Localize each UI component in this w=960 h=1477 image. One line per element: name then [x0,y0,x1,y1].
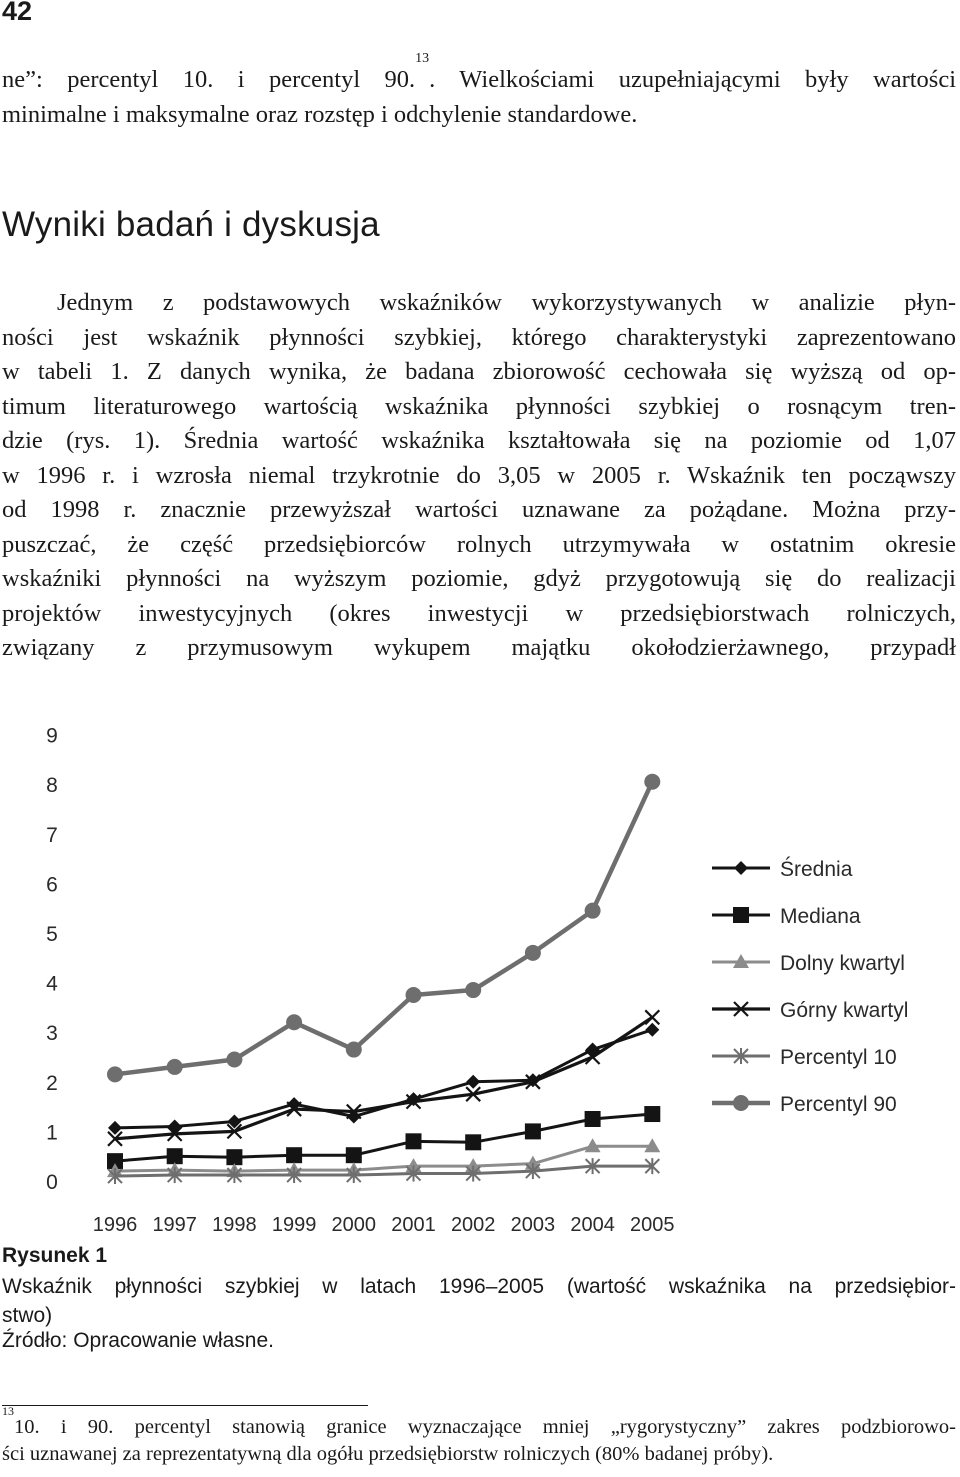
data-point [645,1023,659,1037]
legend-entry [712,1093,897,1116]
body-line: od 1998 r. znacznie przewyższał wartości uznawane za pożądane. Można przy- [2,496,956,523]
data-point [644,774,660,790]
data-point [168,1119,182,1133]
series-mediana [107,1106,660,1169]
legend-label: Górny kwartyl [780,999,909,1022]
data-point [644,1106,660,1122]
figure-source: Źródło: Opracowanie własne. [2,1329,274,1352]
x-tick-label: 2000 [331,1214,377,1236]
data-point [466,1075,480,1089]
x-tick-label: 1996 [92,1214,138,1236]
liquidity-line-chart [0,712,960,1242]
data-point [167,1148,183,1164]
data-point [286,1147,302,1163]
body-line: dzie (rys. 1). Średnia wartość wskaźnika kształtowała się na poziomie od 1,07 [2,427,956,454]
y-tick-label: 0 [46,1171,58,1194]
figure-caption-line-2: stwo) [2,1304,53,1327]
series-srednia [108,1023,659,1135]
legend-marker [734,861,748,875]
data-point [226,1149,242,1165]
x-tick-label: 2004 [570,1214,615,1236]
series-line [115,1017,652,1139]
legend-entry [712,857,853,881]
x-tick-label: 1997 [152,1214,197,1236]
y-tick-label: 7 [46,823,58,847]
y-tick-label: 4 [46,972,58,996]
intro-text-a: ne”: percentyl 10. i percentyl 90. [2,66,416,93]
data-point [167,1059,183,1075]
body-paragraph [2,286,956,666]
data-point [107,1066,123,1082]
legend-entry [712,1046,897,1069]
x-tick-label: 2001 [391,1214,436,1236]
data-point [525,1123,541,1139]
data-point [525,945,541,961]
page-number: 42 [2,0,33,26]
series-line [115,782,652,1075]
footnote-line-2: ści uznawanej za reprezentatywną dla ogółu przedsiębiorstw rolniczych (80% badanej próby). [2,1443,774,1465]
series-line [115,1030,652,1128]
body-line: timum literaturowego wartością wskaźnika płynności szybkiej o rosnącym tren- [2,392,956,420]
legend-label: Percentyl 90 [780,1093,897,1116]
legend-entry [712,905,861,928]
body-line: w tabeli 1. Z danych wynika, że badana zbiorowość cechowała się wyższą od op- [2,358,956,385]
data-point [465,982,481,998]
figure-label: Rysunek 1 [2,1244,108,1267]
y-tick-label: 2 [46,1071,58,1095]
intro-line-2: minimalne i maksymalne oraz rozstęp i odchylenie standardowe. [2,100,638,128]
footnote-divider [2,1405,368,1406]
body-line: związany z przymusowym wykupem majątku okołodzierżawnego, przypadł [2,634,956,661]
data-point [286,1014,302,1030]
figure-caption [2,1272,956,1330]
legend-marker [733,1095,749,1111]
data-point [346,1147,362,1163]
y-tick-label: 6 [46,873,58,897]
body-line: w 1996 r. i wzrosła niemal trzykrotnie do 3,05 w 2005 r. Wskaźnik ten począwszy [2,461,956,489]
y-tick-label: 9 [46,724,58,748]
body-line: ności jest wskaźnik płynności szybkiej, którego charakterystyki zaprezentowano [2,323,956,351]
y-tick-label: 1 [46,1121,58,1145]
x-tick-label: 2003 [510,1214,556,1236]
x-tick-label: 1998 [212,1214,257,1236]
x-tick-label: 2002 [450,1214,496,1236]
legend-entry [712,999,908,1022]
legend-label: Mediana [780,905,861,928]
footnote-text-1: 10. i 90. percentyl stanowią granice wyznaczające mniej „rygorystyczny” zakres podzbiorowo- [14,1416,956,1438]
y-tick-label: 8 [46,774,58,798]
intro-paragraph [2,51,957,132]
y-tick-label: 3 [46,1022,58,1046]
data-point [645,1010,659,1024]
section-title: Wyniki badań i dyskusja [2,205,380,244]
footnote-line-1 [2,1404,956,1441]
data-point [226,1051,242,1067]
x-tick-label: 2005 [630,1214,675,1236]
intro-line-1 [2,51,957,98]
legend-label: Dolny kwartyl [780,952,905,975]
data-point [585,903,601,919]
footnote [2,1404,956,1468]
figure-caption-line-1: Wskaźnik płynności szybkiej w latach 1996–2005 (wartość wskaźnika na przedsiębior- [2,1275,956,1298]
footnote-number: 13 [2,1404,14,1418]
series-percentyl-90 [107,774,660,1083]
body-line: projektów inwestycyjnych (okres inwestycji w przedsiębiorstwach rolniczych, [2,599,956,627]
legend-label: Percentyl 10 [780,1046,897,1069]
body-line: Jednym z podstawowych wskaźników wykorzystywanych w analizie płyn- [57,289,956,316]
data-point [406,1133,422,1149]
legend-marker [733,907,749,923]
data-point [406,987,422,1003]
x-tick-label: 1999 [271,1214,317,1236]
legend-label: Średnia [780,858,853,881]
series-line [115,1114,652,1161]
footnote-ref: 13 [415,51,430,66]
y-tick-label: 5 [46,923,58,946]
intro-text-b: . Wielkościami uzupełniającymi były wartości [429,66,957,93]
body-line: puszczać, że część przedsiębiorców rolnych utrzymywała w ostatnim okresie [2,530,956,558]
body-line: wskaźniki płynności na wyższym poziomie, gdyż przygotowują się do realizacji [2,565,956,592]
data-point [585,1111,601,1127]
data-point [346,1042,362,1058]
data-point [465,1134,481,1150]
legend-entry [712,952,905,975]
